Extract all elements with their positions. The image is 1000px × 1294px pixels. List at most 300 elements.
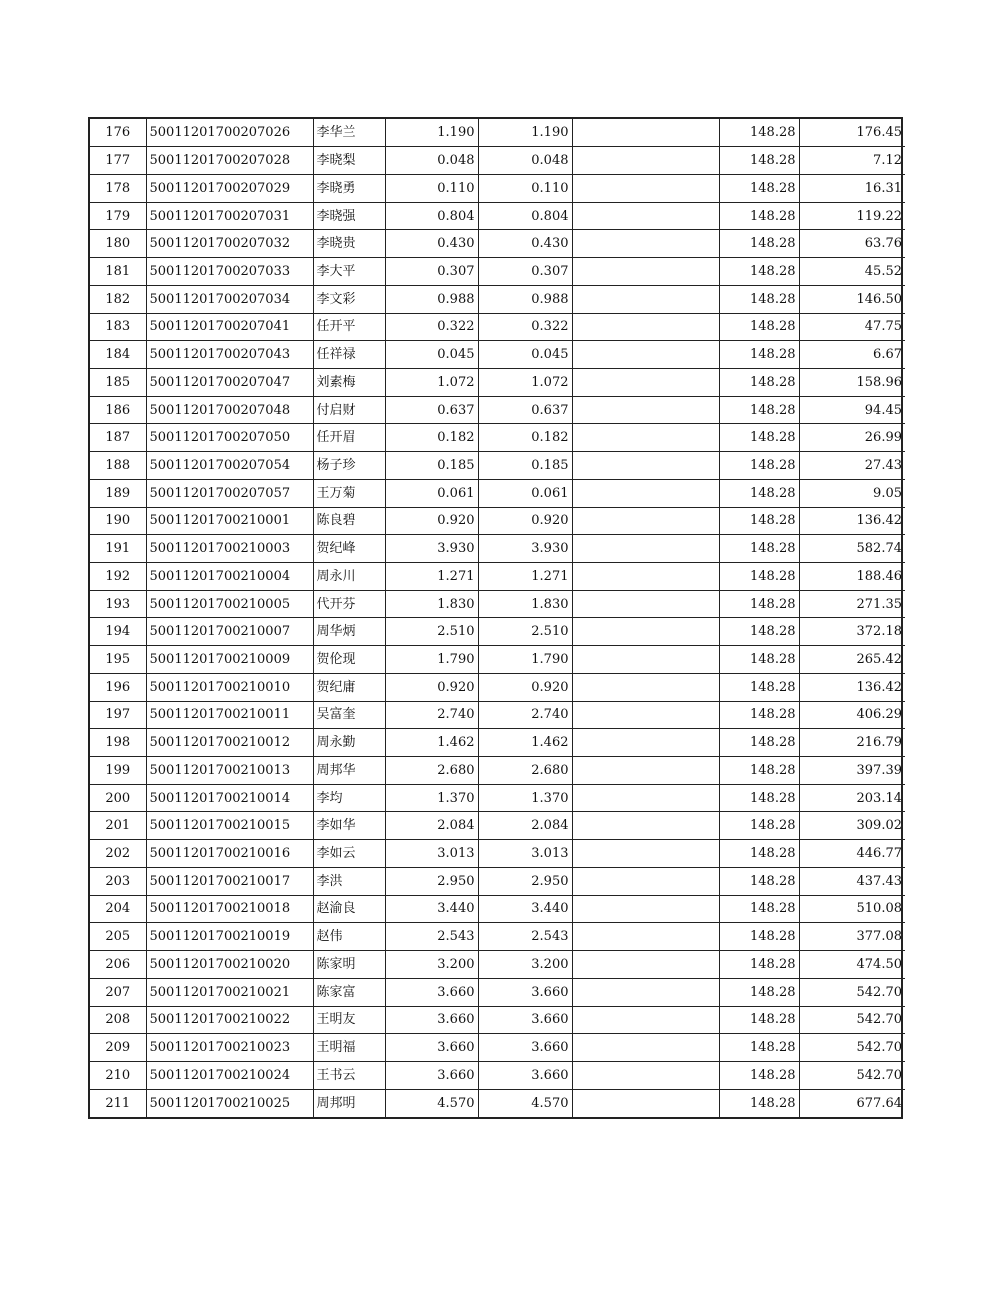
row-index: 178 — [90, 174, 146, 202]
area-value-2: 2.543 — [478, 923, 572, 951]
amount: 271.35 — [799, 590, 905, 618]
unit-price: 148.28 — [719, 840, 799, 868]
person-name: 王万菊 — [313, 479, 385, 507]
table-row — [90, 895, 905, 923]
row-index: 180 — [90, 230, 146, 258]
table-row — [90, 1006, 905, 1034]
unit-price: 148.28 — [719, 1006, 799, 1034]
area-value-2: 2.510 — [478, 618, 572, 646]
person-name: 李如华 — [313, 812, 385, 840]
area-value-2: 2.740 — [478, 701, 572, 729]
amount: 26.99 — [799, 424, 905, 452]
area-value-1: 3.930 — [385, 535, 478, 563]
blank-cell — [572, 784, 719, 812]
table-row — [90, 147, 905, 175]
data-table-container — [88, 117, 903, 1119]
unit-price: 148.28 — [719, 452, 799, 480]
row-index: 176 — [90, 119, 146, 147]
blank-cell — [572, 812, 719, 840]
table-row — [90, 951, 905, 979]
table-row — [90, 784, 905, 812]
row-index: 197 — [90, 701, 146, 729]
amount: 6.67 — [799, 341, 905, 369]
unit-price: 148.28 — [719, 895, 799, 923]
person-name: 付启财 — [313, 396, 385, 424]
person-name: 李华兰 — [313, 119, 385, 147]
person-name: 任开眉 — [313, 424, 385, 452]
row-index: 201 — [90, 812, 146, 840]
area-value-1: 0.322 — [385, 313, 478, 341]
blank-cell — [572, 424, 719, 452]
area-value-2: 1.790 — [478, 646, 572, 674]
area-value-2: 2.680 — [478, 757, 572, 785]
table-row — [90, 867, 905, 895]
amount: 158.96 — [799, 368, 905, 396]
unit-price: 148.28 — [719, 368, 799, 396]
table-row — [90, 341, 905, 369]
person-name: 贺纪庸 — [313, 673, 385, 701]
amount: 406.29 — [799, 701, 905, 729]
unit-price: 148.28 — [719, 507, 799, 535]
person-name: 赵伟 — [313, 923, 385, 951]
household-code: 50011201700207048 — [146, 396, 313, 424]
unit-price: 148.28 — [719, 729, 799, 757]
blank-cell — [572, 1034, 719, 1062]
person-name: 周邦明 — [313, 1089, 385, 1117]
table-row — [90, 701, 905, 729]
area-value-2: 3.440 — [478, 895, 572, 923]
blank-cell — [572, 368, 719, 396]
person-name: 李晓强 — [313, 202, 385, 230]
blank-cell — [572, 147, 719, 175]
household-code: 50011201700210018 — [146, 895, 313, 923]
person-name: 陈家明 — [313, 951, 385, 979]
area-value-2: 3.660 — [478, 1034, 572, 1062]
area-value-2: 0.307 — [478, 258, 572, 286]
household-code: 50011201700210005 — [146, 590, 313, 618]
amount: 9.05 — [799, 479, 905, 507]
area-value-1: 1.830 — [385, 590, 478, 618]
person-name: 贺伦现 — [313, 646, 385, 674]
household-code: 50011201700210010 — [146, 673, 313, 701]
unit-price: 148.28 — [719, 563, 799, 591]
area-value-1: 0.048 — [385, 147, 478, 175]
person-name: 李晓勇 — [313, 174, 385, 202]
row-index: 208 — [90, 1006, 146, 1034]
amount: 582.74 — [799, 535, 905, 563]
table-row — [90, 368, 905, 396]
area-value-2: 0.804 — [478, 202, 572, 230]
unit-price: 148.28 — [719, 258, 799, 286]
person-name: 周华炳 — [313, 618, 385, 646]
amount: 542.70 — [799, 978, 905, 1006]
row-index: 205 — [90, 923, 146, 951]
blank-cell — [572, 840, 719, 868]
unit-price: 148.28 — [719, 867, 799, 895]
row-index: 181 — [90, 258, 146, 286]
amount: 27.43 — [799, 452, 905, 480]
household-code: 50011201700207034 — [146, 285, 313, 313]
area-value-1: 3.200 — [385, 951, 478, 979]
table-row — [90, 1034, 905, 1062]
household-code: 50011201700207032 — [146, 230, 313, 258]
amount: 146.50 — [799, 285, 905, 313]
household-code: 50011201700207031 — [146, 202, 313, 230]
unit-price: 148.28 — [719, 812, 799, 840]
unit-price: 148.28 — [719, 119, 799, 147]
person-name: 吴富奎 — [313, 701, 385, 729]
household-code: 50011201700207047 — [146, 368, 313, 396]
amount: 188.46 — [799, 563, 905, 591]
row-index: 187 — [90, 424, 146, 452]
area-value-2: 2.950 — [478, 867, 572, 895]
household-code: 50011201700207041 — [146, 313, 313, 341]
area-value-1: 0.804 — [385, 202, 478, 230]
area-value-2: 0.045 — [478, 341, 572, 369]
unit-price: 148.28 — [719, 951, 799, 979]
area-value-1: 3.660 — [385, 1034, 478, 1062]
unit-price: 148.28 — [719, 396, 799, 424]
unit-price: 148.28 — [719, 535, 799, 563]
person-name: 刘素梅 — [313, 368, 385, 396]
table-row — [90, 258, 905, 286]
household-code: 50011201700210015 — [146, 812, 313, 840]
household-code: 50011201700207043 — [146, 341, 313, 369]
blank-cell — [572, 202, 719, 230]
household-code: 50011201700210014 — [146, 784, 313, 812]
row-index: 193 — [90, 590, 146, 618]
blank-cell — [572, 590, 719, 618]
household-code: 50011201700210011 — [146, 701, 313, 729]
area-value-2: 1.830 — [478, 590, 572, 618]
row-index: 188 — [90, 452, 146, 480]
area-value-2: 4.570 — [478, 1089, 572, 1117]
area-value-1: 3.660 — [385, 978, 478, 1006]
blank-cell — [572, 895, 719, 923]
unit-price: 148.28 — [719, 978, 799, 1006]
household-code: 50011201700210021 — [146, 978, 313, 1006]
blank-cell — [572, 479, 719, 507]
unit-price: 148.28 — [719, 202, 799, 230]
area-value-1: 2.680 — [385, 757, 478, 785]
row-index: 203 — [90, 867, 146, 895]
table-row — [90, 563, 905, 591]
blank-cell — [572, 563, 719, 591]
table-row — [90, 757, 905, 785]
household-code: 50011201700207028 — [146, 147, 313, 175]
blank-cell — [572, 285, 719, 313]
area-value-1: 2.543 — [385, 923, 478, 951]
amount: 677.64 — [799, 1089, 905, 1117]
table-row — [90, 396, 905, 424]
amount: 136.42 — [799, 507, 905, 535]
row-index: 204 — [90, 895, 146, 923]
unit-price: 148.28 — [719, 618, 799, 646]
row-index: 177 — [90, 147, 146, 175]
area-value-2: 0.637 — [478, 396, 572, 424]
area-value-1: 1.790 — [385, 646, 478, 674]
person-name: 李如云 — [313, 840, 385, 868]
blank-cell — [572, 452, 719, 480]
person-name: 李晓贵 — [313, 230, 385, 258]
table-row — [90, 590, 905, 618]
table-row — [90, 479, 905, 507]
unit-price: 148.28 — [719, 1089, 799, 1117]
area-value-1: 0.182 — [385, 424, 478, 452]
table-row — [90, 923, 905, 951]
area-value-1: 4.570 — [385, 1089, 478, 1117]
row-index: 200 — [90, 784, 146, 812]
unit-price: 148.28 — [719, 701, 799, 729]
data-table — [90, 119, 905, 1117]
area-value-1: 1.271 — [385, 563, 478, 591]
blank-cell — [572, 1061, 719, 1089]
blank-cell — [572, 618, 719, 646]
amount: 542.70 — [799, 1006, 905, 1034]
blank-cell — [572, 673, 719, 701]
area-value-2: 3.930 — [478, 535, 572, 563]
person-name: 任祥禄 — [313, 341, 385, 369]
blank-cell — [572, 119, 719, 147]
person-name: 李大平 — [313, 258, 385, 286]
unit-price: 148.28 — [719, 590, 799, 618]
area-value-1: 2.950 — [385, 867, 478, 895]
person-name: 周邦华 — [313, 757, 385, 785]
table-row — [90, 424, 905, 452]
blank-cell — [572, 701, 719, 729]
table-row — [90, 230, 905, 258]
amount: 474.50 — [799, 951, 905, 979]
table-row — [90, 673, 905, 701]
area-value-1: 1.190 — [385, 119, 478, 147]
area-value-2: 0.110 — [478, 174, 572, 202]
blank-cell — [572, 757, 719, 785]
blank-cell — [572, 230, 719, 258]
person-name: 赵渝良 — [313, 895, 385, 923]
table-row — [90, 1089, 905, 1117]
unit-price: 148.28 — [719, 757, 799, 785]
area-value-2: 0.920 — [478, 673, 572, 701]
area-value-2: 0.061 — [478, 479, 572, 507]
area-value-2: 1.271 — [478, 563, 572, 591]
area-value-2: 0.988 — [478, 285, 572, 313]
row-index: 190 — [90, 507, 146, 535]
household-code: 50011201700210019 — [146, 923, 313, 951]
area-value-1: 2.510 — [385, 618, 478, 646]
area-value-1: 0.185 — [385, 452, 478, 480]
table-row — [90, 535, 905, 563]
amount: 94.45 — [799, 396, 905, 424]
household-code: 50011201700207026 — [146, 119, 313, 147]
amount: 397.39 — [799, 757, 905, 785]
area-value-1: 1.072 — [385, 368, 478, 396]
area-value-1: 0.920 — [385, 507, 478, 535]
area-value-2: 3.660 — [478, 1006, 572, 1034]
unit-price: 148.28 — [719, 424, 799, 452]
table-row — [90, 1061, 905, 1089]
unit-price: 148.28 — [719, 174, 799, 202]
amount: 309.02 — [799, 812, 905, 840]
amount: 542.70 — [799, 1061, 905, 1089]
area-value-1: 1.462 — [385, 729, 478, 757]
household-code: 50011201700210022 — [146, 1006, 313, 1034]
area-value-1: 0.061 — [385, 479, 478, 507]
area-value-1: 0.045 — [385, 341, 478, 369]
row-index: 207 — [90, 978, 146, 1006]
area-value-2: 0.048 — [478, 147, 572, 175]
area-value-2: 3.660 — [478, 978, 572, 1006]
area-value-2: 1.190 — [478, 119, 572, 147]
area-value-2: 0.322 — [478, 313, 572, 341]
amount: 119.22 — [799, 202, 905, 230]
area-value-2: 0.182 — [478, 424, 572, 452]
table-row — [90, 313, 905, 341]
blank-cell — [572, 1089, 719, 1117]
unit-price: 148.28 — [719, 646, 799, 674]
amount: 377.08 — [799, 923, 905, 951]
row-index: 210 — [90, 1061, 146, 1089]
blank-cell — [572, 258, 719, 286]
row-index: 211 — [90, 1089, 146, 1117]
table-row — [90, 174, 905, 202]
amount: 216.79 — [799, 729, 905, 757]
person-name: 王明福 — [313, 1034, 385, 1062]
person-name: 杨子珍 — [313, 452, 385, 480]
area-value-2: 3.013 — [478, 840, 572, 868]
row-index: 202 — [90, 840, 146, 868]
row-index: 206 — [90, 951, 146, 979]
blank-cell — [572, 313, 719, 341]
blank-cell — [572, 923, 719, 951]
area-value-1: 0.988 — [385, 285, 478, 313]
blank-cell — [572, 978, 719, 1006]
table-row — [90, 285, 905, 313]
blank-cell — [572, 507, 719, 535]
person-name: 李文彩 — [313, 285, 385, 313]
row-index: 198 — [90, 729, 146, 757]
amount: 63.76 — [799, 230, 905, 258]
household-code: 50011201700210013 — [146, 757, 313, 785]
area-value-2: 0.185 — [478, 452, 572, 480]
table-row — [90, 840, 905, 868]
row-index: 194 — [90, 618, 146, 646]
household-code: 50011201700210003 — [146, 535, 313, 563]
amount: 542.70 — [799, 1034, 905, 1062]
person-name: 贺纪峰 — [313, 535, 385, 563]
blank-cell — [572, 729, 719, 757]
table-row — [90, 202, 905, 230]
table-body — [90, 119, 905, 1117]
household-code: 50011201700207033 — [146, 258, 313, 286]
area-value-2: 1.072 — [478, 368, 572, 396]
person-name: 陈良碧 — [313, 507, 385, 535]
unit-price: 148.28 — [719, 230, 799, 258]
area-value-1: 0.307 — [385, 258, 478, 286]
amount: 136.42 — [799, 673, 905, 701]
area-value-1: 1.370 — [385, 784, 478, 812]
household-code: 50011201700207057 — [146, 479, 313, 507]
area-value-2: 1.370 — [478, 784, 572, 812]
area-value-1: 3.660 — [385, 1006, 478, 1034]
person-name: 代开芬 — [313, 590, 385, 618]
household-code: 50011201700210023 — [146, 1034, 313, 1062]
household-code: 50011201700210020 — [146, 951, 313, 979]
person-name: 周永川 — [313, 563, 385, 591]
row-index: 191 — [90, 535, 146, 563]
row-index: 182 — [90, 285, 146, 313]
household-code: 50011201700210024 — [146, 1061, 313, 1089]
amount: 47.75 — [799, 313, 905, 341]
amount: 7.12 — [799, 147, 905, 175]
household-code: 50011201700210007 — [146, 618, 313, 646]
area-value-1: 3.440 — [385, 895, 478, 923]
row-index: 179 — [90, 202, 146, 230]
row-index: 195 — [90, 646, 146, 674]
person-name: 李洪 — [313, 867, 385, 895]
table-row — [90, 646, 905, 674]
row-index: 196 — [90, 673, 146, 701]
person-name: 陈家富 — [313, 978, 385, 1006]
row-index: 183 — [90, 313, 146, 341]
amount: 510.08 — [799, 895, 905, 923]
area-value-1: 0.920 — [385, 673, 478, 701]
unit-price: 148.28 — [719, 784, 799, 812]
person-name: 王书云 — [313, 1061, 385, 1089]
household-code: 50011201700210016 — [146, 840, 313, 868]
household-code: 50011201700207054 — [146, 452, 313, 480]
unit-price: 148.28 — [719, 313, 799, 341]
blank-cell — [572, 174, 719, 202]
household-code: 50011201700210001 — [146, 507, 313, 535]
household-code: 50011201700210012 — [146, 729, 313, 757]
unit-price: 148.28 — [719, 479, 799, 507]
area-value-2: 2.084 — [478, 812, 572, 840]
area-value-1: 2.084 — [385, 812, 478, 840]
table-row — [90, 729, 905, 757]
table-row — [90, 618, 905, 646]
unit-price: 148.28 — [719, 1034, 799, 1062]
area-value-2: 3.660 — [478, 1061, 572, 1089]
blank-cell — [572, 396, 719, 424]
unit-price: 148.28 — [719, 341, 799, 369]
area-value-1: 3.660 — [385, 1061, 478, 1089]
area-value-2: 0.430 — [478, 230, 572, 258]
unit-price: 148.28 — [719, 147, 799, 175]
person-name: 任开平 — [313, 313, 385, 341]
table-row — [90, 978, 905, 1006]
area-value-2: 3.200 — [478, 951, 572, 979]
household-code: 50011201700207050 — [146, 424, 313, 452]
amount: 16.31 — [799, 174, 905, 202]
unit-price: 148.28 — [719, 285, 799, 313]
household-code: 50011201700207029 — [146, 174, 313, 202]
area-value-1: 2.740 — [385, 701, 478, 729]
unit-price: 148.28 — [719, 1061, 799, 1089]
area-value-1: 3.013 — [385, 840, 478, 868]
household-code: 50011201700210004 — [146, 563, 313, 591]
blank-cell — [572, 1006, 719, 1034]
area-value-1: 0.637 — [385, 396, 478, 424]
blank-cell — [572, 535, 719, 563]
amount: 45.52 — [799, 258, 905, 286]
area-value-1: 0.430 — [385, 230, 478, 258]
blank-cell — [572, 341, 719, 369]
blank-cell — [572, 951, 719, 979]
table-row — [90, 452, 905, 480]
row-index: 199 — [90, 757, 146, 785]
household-code: 50011201700210009 — [146, 646, 313, 674]
row-index: 192 — [90, 563, 146, 591]
